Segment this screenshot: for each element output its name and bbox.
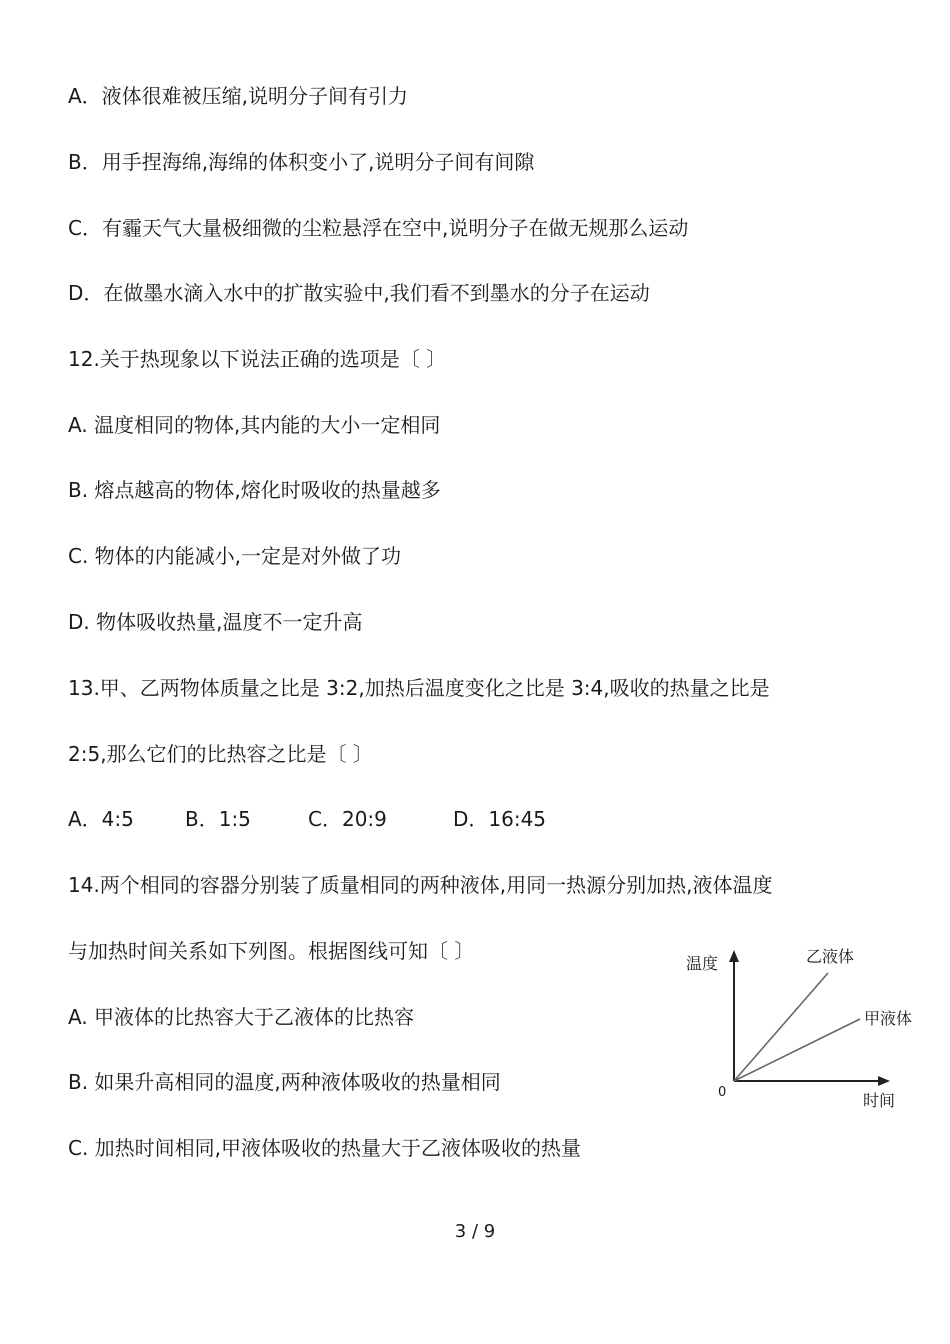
q11-option-c: C．有霾天气大量极细微的尘粒悬浮在空中,说明分子在做无规那么运动 [68, 216, 689, 240]
q11-option-a: A．液体很难被压缩,说明分子间有引力 [68, 84, 409, 108]
q13-stem-line1: 13.甲、乙两物体质量之比是 3:2,加热后温度变化之比是 3:4,吸收的热量之比是 [68, 676, 770, 700]
line-yi [734, 973, 828, 1081]
q13-stem-line2: 2:5,那么它们的比热容之比是〔 〕 [68, 742, 373, 766]
origin-label: 0 [718, 1085, 727, 1100]
y-axis-arrow [729, 950, 739, 962]
q11-option-b: B．用手捏海绵,海绵的体积变小了,说明分子间有间隙 [68, 150, 535, 174]
q11-option-d: D．在做墨水滴入水中的扩散实验中,我们看不到墨水的分子在运动 [68, 281, 650, 305]
q12-option-c: C. 物体的内能减小,一定是对外做了功 [68, 544, 402, 568]
q14-option-b: B. 如果升高相同的温度,两种液体吸收的热量相同 [68, 1070, 501, 1094]
q14-option-a: A. 甲液体的比热容大于乙液体的比热容 [68, 1005, 415, 1029]
label-jia: 甲液体 [864, 1009, 913, 1028]
q12-option-a: A. 温度相同的物体,其内能的大小一定相同 [68, 413, 441, 437]
x-axis-label: 时间 [863, 1091, 896, 1110]
q13-option-c: C．20:9 [308, 807, 387, 831]
q13-options [68, 805, 546, 833]
x-axis-arrow [878, 1076, 890, 1086]
q12-option-d: D. 物体吸收热量,温度不一定升高 [68, 610, 363, 634]
q12-option-b: B. 熔点越高的物体,熔化时吸收的热量越多 [68, 478, 441, 502]
q12-stem: 12.关于热现象以下说法正确的选项是〔 〕 [68, 347, 447, 371]
q14-option-c: C. 加热时间相同,甲液体吸收的热量大于乙液体吸收的热量 [68, 1136, 582, 1160]
y-axis-label: 温度 [686, 954, 719, 973]
q13-option-a: A．4:5 [68, 807, 134, 831]
q14-stem-line2: 与加热时间关系如下列图。根据图线可知〔 〕 [68, 939, 475, 963]
q13-option-d: D．16:45 [453, 807, 547, 831]
q14-stem-line1: 14.两个相同的容器分别装了质量相同的两种液体,用同一热源分别加热,液体温度 [68, 873, 773, 897]
page-number: 3 / 9 [454, 1221, 496, 1242]
line-jia [734, 1019, 860, 1081]
label-yi: 乙液体 [806, 947, 855, 966]
temperature-time-graph [670, 938, 930, 1118]
q13-option-b: B．1:5 [185, 807, 251, 831]
